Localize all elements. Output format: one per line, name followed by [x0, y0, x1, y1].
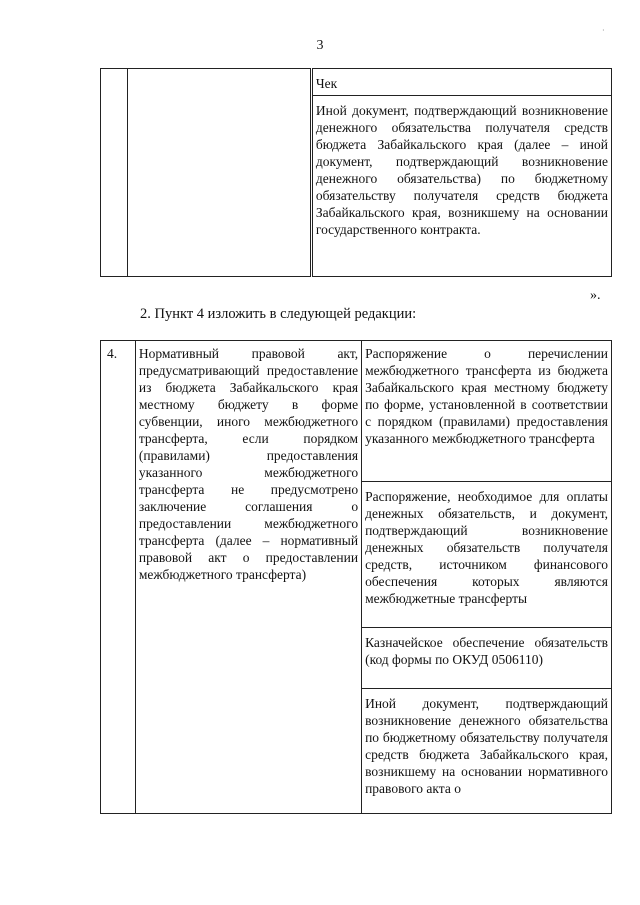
document-type-text: Нормативный правовой акт, предусматривающий предоставление из бюджета Забайкальского края местному бюджету в форме субвенции, иного межбюджетного трансферта, если порядком (правилами) предоставления указанного межбюджетного трансферта не предусмотрено заключение соглашения о предоставлении межбюджетного трансферта (далее – нормативный правовой акт о предоставлении межбюджетного трансферта): [138, 346, 359, 582]
table-cell-form: [311, 96, 611, 277]
corner-mark: ·: [602, 26, 605, 35]
table-row: [101, 69, 612, 96]
table-cell-document-empty: [127, 69, 311, 277]
closing-quote: ».: [590, 288, 601, 303]
table-cell-number: [101, 341, 136, 814]
table-cell-form: [362, 628, 612, 689]
table-cell-form: [311, 69, 611, 96]
continued-table: [100, 68, 612, 277]
table-cell-document-type: [135, 341, 361, 814]
form-text-check: Чек: [315, 76, 338, 91]
form-text-other-document: Иной документ, подтверждающий возникновение денежного обязательства получателя средств бюджета Забайкальского края (далее – иной документ, подтверждающий возникновение денежного обязательства) по бюджетному обязательству получателя средств бюджета Забайкальского края, возникшему на основании государственного контракта.: [315, 103, 608, 237]
row-number: 4.: [107, 346, 118, 361]
main-table: [100, 340, 612, 814]
form-text-payment-order: Распоряжение, необходимое для оплаты денежных обязательств, и документ, подтверждающий возникновение денежных обязательств получателя средств, источником финансового обеспечения которых являются межбюджетные трансферты: [365, 489, 608, 606]
page-number: 3: [316, 38, 324, 53]
table-cell-number-empty: [101, 69, 128, 277]
table-cell-form: [362, 482, 612, 628]
table-cell-form: [362, 341, 612, 482]
table-row: [101, 341, 612, 482]
table-cell-form: [362, 689, 612, 814]
form-text-treasury-provision: Казначейское обеспечение обязательств (код формы по ОКУД 0506110): [365, 635, 608, 667]
form-text-transfer-order: Распоряжение о перечислении межбюджетного трансферта из бюджета Забайкальского края местному бюджету по форме, установленной в соответствии с порядком (правилами) предоставления указанного межбюджетного трансферта: [365, 346, 608, 446]
amendment-item: 2. Пункт 4 изложить в следующей редакции:: [140, 306, 417, 322]
form-text-other-document: Иной документ, подтверждающий возникновение денежного обязательства по бюджетному обязательству получателя средств бюджета Забайкальского края, возникшему на основании нормативного правового акта о: [365, 696, 608, 796]
